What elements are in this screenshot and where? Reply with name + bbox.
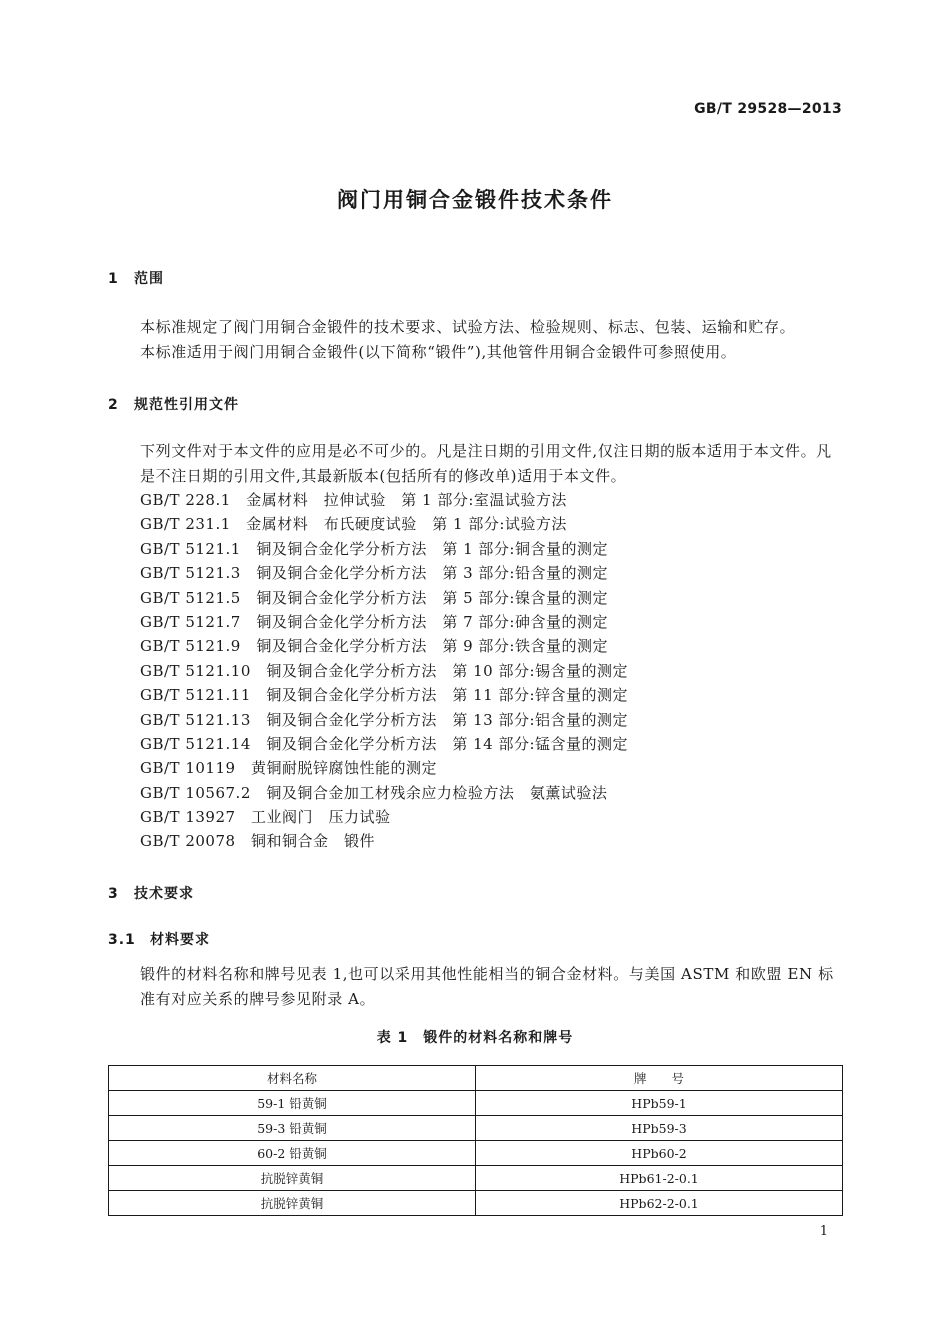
material-name-cell: 抗脱锌黄铜 (109, 1191, 476, 1216)
column-header: 牌 号 (476, 1066, 843, 1091)
section-title: 材料要求 (150, 932, 210, 948)
table-row (109, 1116, 843, 1141)
section-number: 1 (108, 271, 119, 287)
section-2-heading (108, 394, 239, 414)
section-title: 技术要求 (134, 886, 194, 902)
reference-item: GB/T 5121.10 铜及铜合金化学分析方法 第 10 部分:锡含量的测定 (140, 661, 629, 680)
column-header: 材料名称 (109, 1066, 476, 1091)
paragraph: 本标准规定了阀门用铜合金锻件的技术要求、试验方法、检验规则、标志、包装、运输和贮存。 (140, 318, 796, 336)
table-row (109, 1191, 843, 1216)
paragraph: 锻件的材料名称和牌号见表 1,也可以采用其他性能相当的铜合金材料。与美国 ASTM 和欧盟 EN 标准有对应关系的牌号参见附录 A。 (140, 965, 834, 1008)
material-table (108, 1065, 843, 1216)
reference-item: GB/T 5121.7 铜及铜合金化学分析方法 第 7 部分:砷含量的测定 (140, 612, 608, 631)
reference-item: GB/T 228.1 金属材料 拉伸试验 第 1 部分:室温试验方法 (140, 491, 567, 509)
reference-item: GB/T 5121.14 铜及铜合金化学分析方法 第 14 部分:锰含量的测定 (140, 734, 629, 753)
material-name-cell: 59-3 铅黄铜 (109, 1116, 476, 1141)
section-number: 3.1 (108, 932, 136, 948)
material-name-cell: 抗脱锌黄铜 (109, 1166, 476, 1191)
section-title: 范围 (134, 271, 164, 287)
section-3-heading (108, 883, 194, 903)
section-1-heading (108, 268, 164, 288)
section-title: 规范性引用文件 (134, 397, 239, 413)
material-name-cell: 59-1 铅黄铜 (109, 1091, 476, 1116)
reference-item: GB/T 5121.13 铜及铜合金化学分析方法 第 13 部分:铝含量的测定 (140, 710, 629, 729)
reference-item: GB/T 5121.3 铜及铜合金化学分析方法 第 3 部分:铅含量的测定 (140, 564, 608, 583)
grade-cell: HPb59-3 (476, 1116, 843, 1141)
table-row (109, 1141, 843, 1166)
reference-item: GB/T 10119 黄铜耐脱锌腐蚀性能的测定 (140, 759, 438, 778)
table-row (109, 1091, 843, 1116)
paragraph: 下列文件对于本文件的应用是必不可少的。凡是注日期的引用文件,仅注日期的版本适用于本文件。凡是不注日期的引用文件,其最新版本(包括所有的修改单)适用于本文件。 (140, 442, 832, 485)
page-number: 1 (819, 1224, 828, 1239)
reference-item: GB/T 13927 工业阀门 压力试验 (140, 808, 391, 827)
reference-item: GB/T 5121.11 铜及铜合金化学分析方法 第 11 部分:锌含量的测定 (140, 686, 629, 705)
grade-cell: HPb60-2 (476, 1141, 843, 1166)
section-number: 3 (108, 886, 119, 902)
reference-item: GB/T 10567.2 铜及铜合金加工材残余应力检验方法 氨薰试验法 (140, 783, 608, 802)
reference-item: GB/T 20078 铜和铜合金 锻件 (140, 832, 376, 851)
document-title: 阀门用铜合金锻件技术条件 (337, 188, 613, 212)
standard-number: GB/T 29528—2013 (694, 101, 842, 117)
section-number: 2 (108, 397, 119, 413)
table-header-row (109, 1066, 843, 1091)
section-3-1-body (108, 962, 843, 1011)
section-3-1-heading (108, 929, 210, 949)
reference-item: GB/T 5121.1 铜及铜合金化学分析方法 第 1 部分:铜含量的测定 (140, 539, 608, 558)
reference-list (140, 488, 628, 854)
material-name-cell: 60-2 铅黄铜 (109, 1141, 476, 1166)
reference-item: GB/T 231.1 金属材料 布氏硬度试验 第 1 部分:试验方法 (140, 515, 567, 534)
reference-item: GB/T 5121.9 铜及铜合金化学分析方法 第 9 部分:铁含量的测定 (140, 637, 608, 656)
grade-cell: HPb62-2-0.1 (476, 1191, 843, 1216)
reference-item: GB/T 5121.5 铜及铜合金化学分析方法 第 5 部分:镍含量的测定 (140, 588, 608, 607)
section-1-body (108, 315, 843, 364)
grade-cell: HPb61-2-0.1 (476, 1166, 843, 1191)
grade-cell: HPb59-1 (476, 1091, 843, 1116)
table-row (109, 1166, 843, 1191)
section-2-intro (108, 439, 843, 488)
table-caption: 表 1 锻件的材料名称和牌号 (376, 1030, 574, 1046)
paragraph: 本标准适用于阀门用铜合金锻件(以下简称“锻件”),其他管件用铜合金锻件可参照使用。 (140, 342, 737, 361)
